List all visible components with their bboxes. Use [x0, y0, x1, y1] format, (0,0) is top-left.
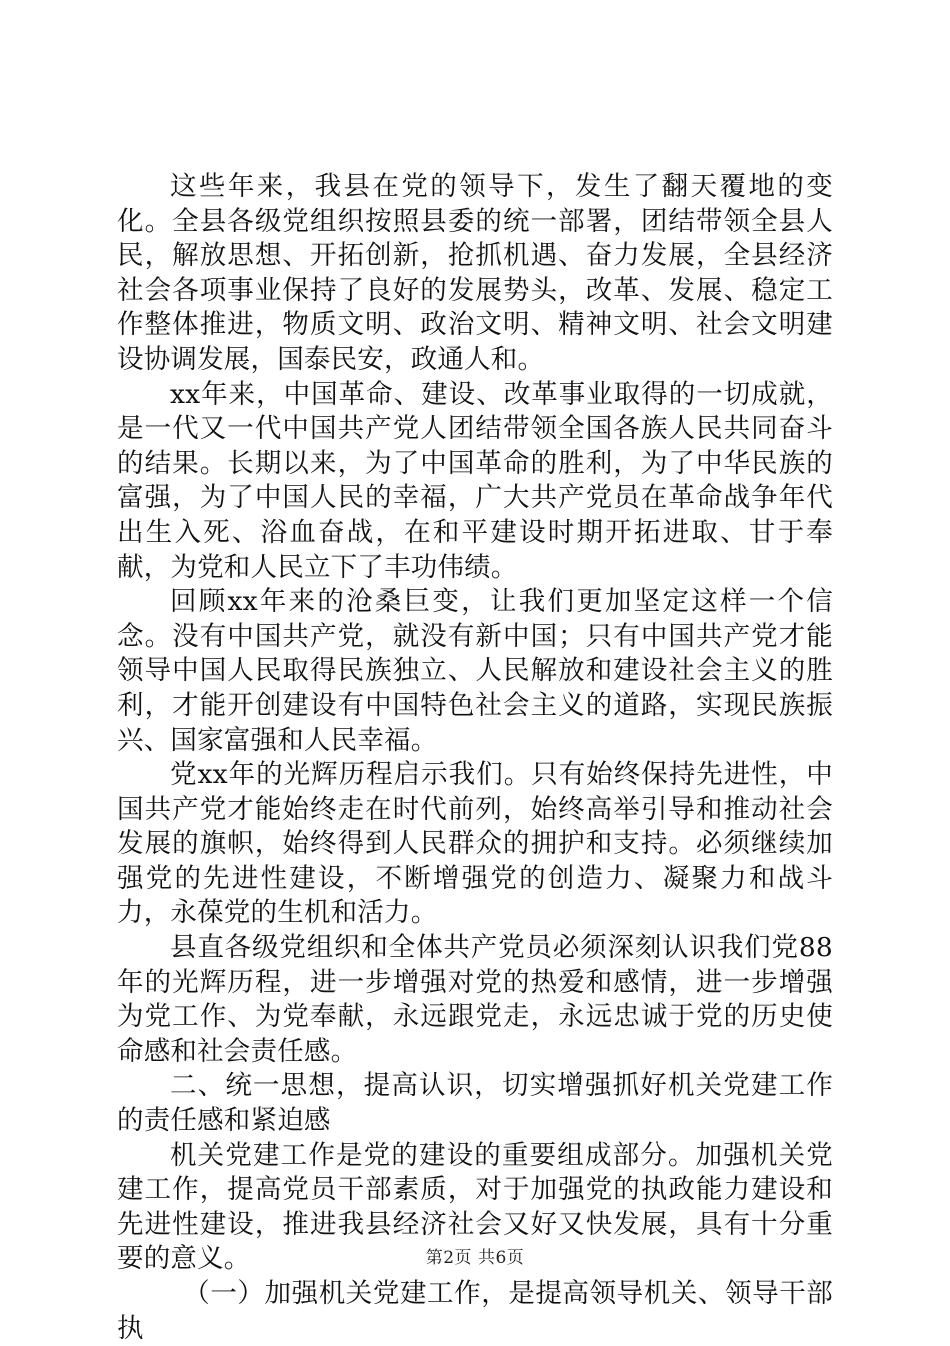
paragraph-party-members: 县直各级党组织和全体共产党员必须深刻认识我们党88年的光辉历程，进一步增强对党的热爱和感情，进一步增强为党工作、为党奉献，永远跟党走，永远忠诚于党的历史使命感和社会责任感。: [117, 932, 833, 1067]
paragraph-organ-party-building: 机关党建工作是党的建设的重要组成部分。加强机关党建工作，提高党员干部素质，对于加强党的执政能力建设和先进性建设，推进我县经济社会又好又快发展，具有十分重要的意义。: [117, 1139, 833, 1275]
page-number-footer: 第2页 共6页: [425, 1248, 525, 1268]
section-heading-2: 二、统一思想，提高认识，切实增强抓好机关党建工作的责任感和紧迫感: [117, 1070, 833, 1137]
paragraph-revolution-history: xx年来，中国革命、建设、改革事业取得的一切成就，是一代又一代中国共产党人团结带领全国各族人民共同奋斗的结果。长期以来，为了中国革命的胜利，为了中华民族的富强，为了中国人民的幸福，广大共产党员在革命战争年代出生入死、浴血奋战，在和平建设时期开拓进取、甘于奉献，为党和人民立下了丰功伟绩。: [117, 378, 833, 583]
paragraph-achievements: 这些年来，我县在党的领导下，发生了翻天覆地的变化。全县各级党组织按照县委的统一部署，团结带领全县人民，解放思想、开拓创新，抢抓机遇、奋力发展，全县经济社会各项事业保持了良好的发展势头，改革、发展、稳定工作整体推进，物质文明、政治文明、精神文明、社会文明建设协调发展，国泰民安，政通人和。: [117, 171, 833, 375]
document-body: [117, 170, 833, 1346]
subsection-heading-1: （一）加强机关党建工作，是提高领导机关、领导干部执: [117, 1278, 833, 1344]
paragraph-belief: 回顾xx年来的沧桑巨变，让我们更加坚定这样一个信念。没有中国共产党，就没有新中国；只有中国共产党才能领导中国人民取得民族独立、人民解放和建设社会主义的胜利，才能开创建设有中国特色社会主义的道路，实现民族振兴、国家富强和人民幸福。: [117, 586, 833, 756]
paragraph-glorious-course: 党xx年的光辉历程启示我们。只有始终保持先进性，中国共产党才能始终走在时代前列，始终高举引导和推动社会发展的旗帜，始终得到人民群众的拥护和支持。必须继续加强党的先进性建设，不断增强党的创造力、凝聚力和战斗力，永葆党的生机和活力。: [117, 759, 833, 929]
